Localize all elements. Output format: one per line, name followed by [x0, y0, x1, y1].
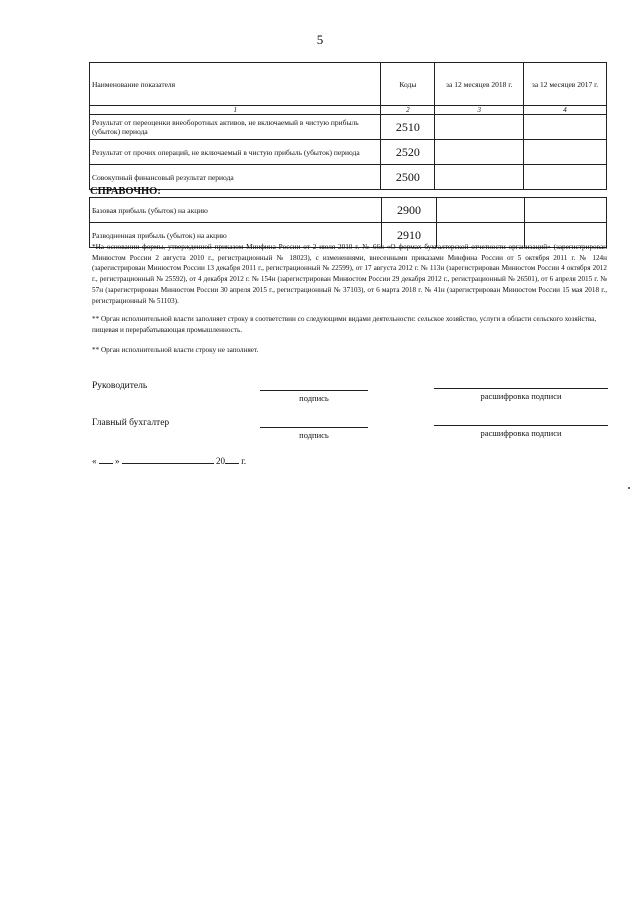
reference-title: СПРАВОЧНО:: [90, 186, 161, 197]
row-value-2017: [524, 165, 607, 190]
chief-accountant-label: Главный бухгалтер: [92, 418, 170, 428]
column-number: 2: [381, 106, 435, 115]
date-quote-close: »: [115, 456, 120, 466]
table-row: [90, 165, 607, 190]
reference-table: [89, 197, 607, 248]
row-name: Разводненная прибыль (убыток) на акцию: [90, 223, 382, 248]
column-number: 1: [90, 106, 381, 115]
financial-results-table: [89, 62, 607, 190]
header-indicator-name: Наименование показателя: [90, 63, 381, 106]
row-value-2017: [524, 115, 607, 140]
row-value-2017: [524, 140, 607, 165]
row-name: Базовая прибыль (убыток) на акцию: [90, 198, 382, 223]
head-label: Руководитель: [92, 381, 148, 391]
footnote-form-basis: *На основании формы, утвержденной приказом Минфина России от 2 июля 2010 г. № 66н «О формах бухгалтерской отчетности организаций» (зарегистрирован Минюстом России 2 августа 2010 г., регистрационный № 18023), с изменениями, внесенными приказами Минфина России от 5 октября 2011 г. № 124н (зарегистрирован Минюстом России 13 декабря 2011 г., регистрационный № 22599), от 17 августа 2012 г. № 113н (зарегистрирован Минюстом России 4 октября 2012 г., регистрационный № 25592), от 4 декабря 2012 г. № 154н (зарегистрирован Минюстом России 29 декабря 2012 г., регистрационный № 26501), от 6 апреля 2015 г. № 57н (зарегистрирован Минюстом России 30 апреля 2015 г., регистрационный № 37103), от 6 марта 2018 г. № 41н (зарегистрирован Минюстом России 15 мая 2018 г., регистрационный № 51103).: [92, 243, 607, 305]
row-code: 2900: [382, 198, 436, 223]
chief-decode-line: [434, 425, 608, 426]
chief-decode-caption: расшифровка подписи: [480, 428, 562, 438]
row-value-2018: [435, 165, 524, 190]
row-value-2018: [435, 140, 524, 165]
table-row: [90, 198, 607, 223]
date-year-prefix: 20: [216, 456, 225, 466]
row-value-2017: [524, 198, 606, 223]
column-number: 4: [524, 106, 607, 115]
date-quote-open: «: [92, 456, 97, 466]
scan-speck: [628, 487, 630, 489]
head-signature-line: [260, 390, 368, 391]
date-line: [92, 456, 246, 466]
head-decode-caption: расшифровка подписи: [480, 391, 562, 401]
row-code: 2500: [381, 165, 435, 190]
table-row: [90, 140, 607, 165]
date-year-suffix: г.: [241, 456, 247, 466]
header-codes: Коды: [381, 63, 435, 106]
column-number-row: [90, 106, 607, 115]
page-number: 5: [316, 32, 324, 47]
header-period-2017: за 12 месяцев 2017 г.: [524, 63, 607, 106]
head-decode-line: [434, 388, 608, 389]
footnote-executive-body: ** Орган исполнительной власти заполняет строку в соответствии со следующими видами деятельности: сельское хозяйство, услуги в области сельского хозяйства, пищевая и перерабатывающая промышленность.: [92, 315, 597, 334]
chief-signature-line: [260, 427, 368, 428]
row-value-2018: [435, 115, 524, 140]
row-name: Результат от переоценки внеоборотных активов, не включаемый в чистую прибыль (убыток) периода: [90, 115, 381, 140]
footnote-not-filled: ** Орган исполнительной власти строку не заполняет.: [92, 346, 259, 354]
chief-signature-caption: подпись: [299, 430, 329, 440]
table-row: [90, 115, 607, 140]
row-code: 2910: [382, 223, 436, 248]
row-value-2018: [436, 198, 524, 223]
column-number: 3: [435, 106, 524, 115]
head-signature-caption: подпись: [299, 393, 329, 403]
table-header-row: [90, 63, 607, 106]
row-name: Результат от прочих операций, не включаемый в чистую прибыль (убыток) периода: [90, 140, 381, 165]
header-period-2018: за 12 месяцев 2018 г.: [435, 63, 524, 106]
row-code: 2520: [381, 140, 435, 165]
row-code: 2510: [381, 115, 435, 140]
row-name: Совокупный финансовый результат периода: [90, 165, 381, 190]
